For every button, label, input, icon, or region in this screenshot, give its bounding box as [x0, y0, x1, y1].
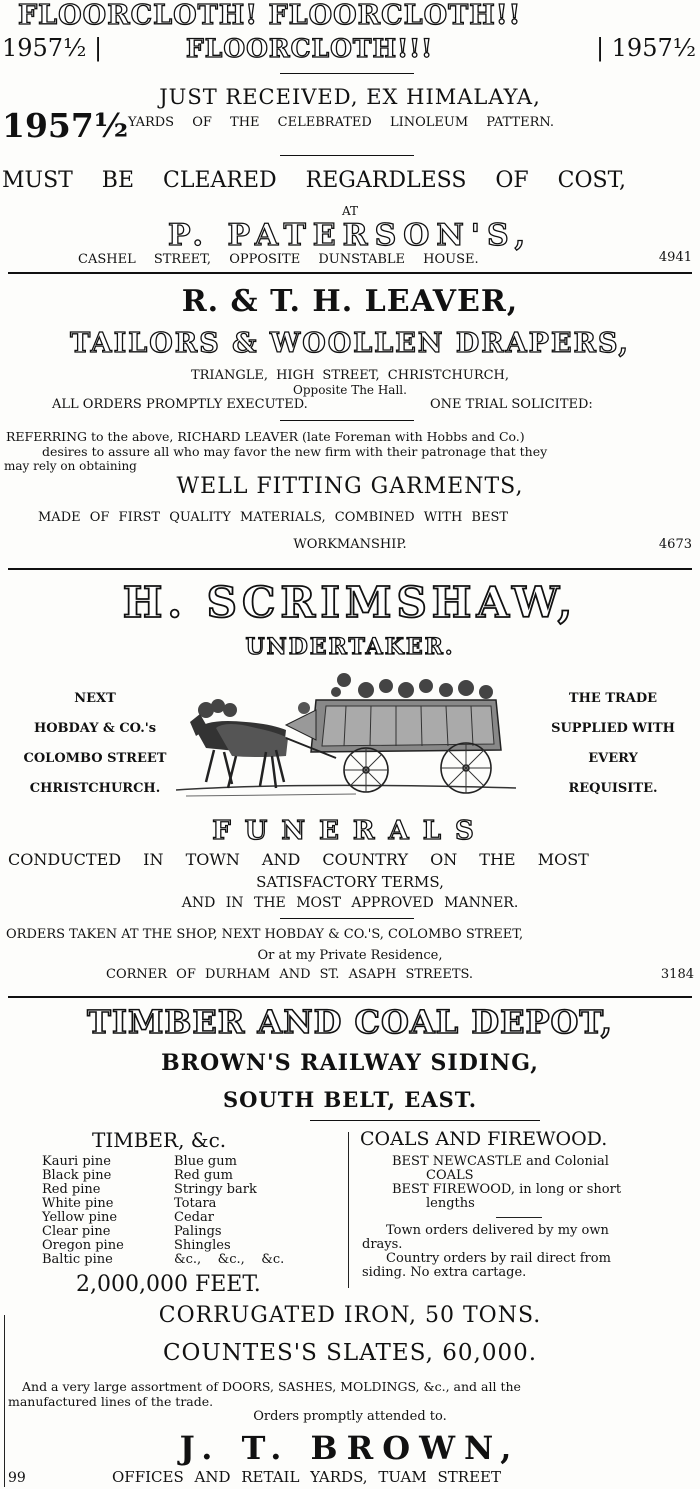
count-left: 1957½ | — [2, 34, 103, 62]
leaver-workmanship: WORKMANSHIP. — [293, 537, 407, 552]
floorcloth-heading: FLOORCLOTH! FLOORCLOTH!! — [18, 0, 522, 31]
garments: WELL FITTING GARMENTS, — [176, 474, 524, 499]
assortment-1: And a very large assortment of DOORS, SASHES, MOLDINGS, &c., and all the — [22, 1379, 521, 1394]
count-right: | 1957½ — [595, 34, 696, 62]
cleared-line: MUST BE CLEARED REGARDLESS OF COST, — [2, 168, 627, 193]
timber-list-left: Kauri pine Black pine Red pine White pine Yellow pine Clear pine Oregon pine Baltic pine — [42, 1154, 124, 1267]
scrimshaw-left-col: NEXT HOBDAY & CO.'s COLOMBO STREET CHRISTCHURCH. — [23, 691, 167, 796]
leaver-trial: ONE TRIAL SOLICITED: — [430, 397, 593, 412]
leaver-body-2: desires to assure all who may favor the new firm with their patronage that they — [42, 444, 548, 459]
leaver-orders: ALL ORDERS PROMPTLY EXECUTED. — [52, 397, 308, 412]
scrimshaw-right-col: THE TRADE SUPPLIED WITH EVERY REQUISITE. — [551, 691, 675, 796]
paterson-address: CASHEL STREET, OPPOSITE DUNSTABLE HOUSE. — [78, 252, 479, 267]
ref-3184: 3184 — [660, 967, 694, 982]
leaver-address: TRIANGLE, HIGH STREET, CHRISTCHURCH, — [190, 368, 510, 383]
orders-prompt: Orders promptly attended to. — [253, 1409, 447, 1424]
conducted-line: CONDUCTED IN TOWN AND COUNTRY ON THE MOST — [8, 850, 589, 869]
leaver-made: MADE OF FIRST QUALITY MATERIALS, COMBINED WITH BEST — [38, 510, 509, 525]
leaver-trade: TAILORS & WOOLLEN DRAPERS, — [70, 328, 630, 359]
funerals: FUNERALS — [212, 816, 488, 846]
coal-text: BEST NEWCASTLE and Colonial COALS BEST FIREWOOD, in long or short lengths Town orders delivered by my own drays. Country orders by rail direct from siding. No extra cartage. — [362, 1154, 622, 1280]
coal-heading: COALS AND FIREWOOD. — [360, 1128, 608, 1150]
yards-line: YARDS OF THE CELEBRATED LINOLEUM PATTERN. — [128, 115, 555, 130]
paterson-name: P. PATERSON'S, — [167, 218, 533, 253]
corner-line: CORNER OF DURHAM AND ST. ASAPH STREETS. — [106, 967, 474, 982]
slates: COUNTES'S SLATES, 60,000. — [162, 1340, 538, 1366]
south-belt: SOUTH BELT, EAST. — [223, 1087, 477, 1112]
brown-name: J. T. BROWN, — [179, 1429, 521, 1467]
timber-heading: TIMBER, &c. — [92, 1128, 227, 1152]
feet-line: 2,000,000 FEET. — [76, 1272, 261, 1297]
leaver-body-1: REFERRING to the above, RICHARD LEAVER (late Foreman with Hobbs and Co.) — [6, 429, 525, 444]
offices-line: OFFICES AND RETAIL YARDS, TUAM STREET — [112, 1468, 501, 1486]
leaver-body-3: may rely on obtaining — [4, 459, 137, 473]
railway-siding: BROWN'S RAILWAY SIDING, — [161, 1050, 539, 1076]
orders-shop: ORDERS TAKEN AT THE SHOP, NEXT HOBDAY & CO.'S, COLOMBO STREET, — [6, 927, 524, 942]
big-yardage: 1957½ — [2, 106, 129, 145]
assortment-2: manufactured lines of the trade. — [8, 1394, 214, 1409]
corrugated-iron: CORRUGATED IRON, 50 TONS. — [158, 1303, 542, 1328]
private-residence: Or at my Private Residence, — [257, 948, 443, 963]
ref-4941: 4941 — [658, 250, 692, 265]
floorcloth-mid: FLOORCLOTH!!! — [186, 34, 434, 63]
at-line: AT — [341, 204, 358, 218]
hearse-illustration — [176, 670, 526, 805]
leaver-opposite: Opposite The Hall. — [293, 383, 407, 397]
timber-list-right: Blue gum Red gum Stringy bark Totara Cedar Palings Shingles &c., &c., &c. — [174, 1154, 285, 1267]
timber-title: TIMBER AND COAL DEPOT, — [87, 1003, 613, 1041]
scrimshaw-name: H. SCRIMSHAW, — [122, 578, 578, 627]
undertaker: UNDERTAKER. — [245, 634, 455, 660]
ref-4673: 4673 — [658, 537, 692, 552]
leaver-name: R. & T. H. LEAVER, — [181, 284, 519, 319]
ref-99: 99 — [8, 1470, 26, 1486]
manner-line: AND IN THE MOST APPROVED MANNER. — [181, 895, 519, 911]
terms-line: SATISFACTORY TERMS, — [256, 873, 444, 891]
received-line: JUST RECEIVED, EX HIMALAYA, — [159, 85, 541, 109]
